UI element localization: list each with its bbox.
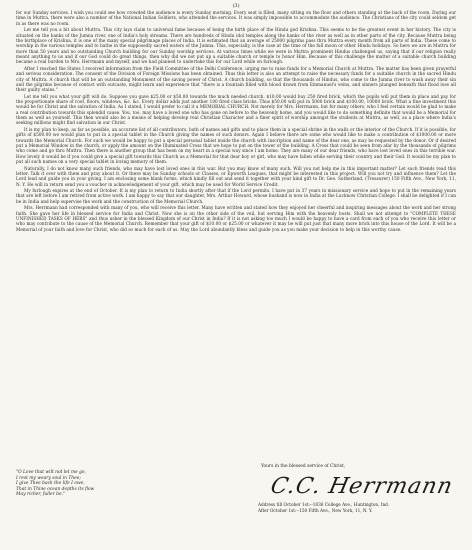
closing-line: Yours in the blessed service of Christ,	[261, 464, 346, 469]
paragraph-3: After I reached the States I received information from the Field Committee of the Delhi Conference, urging me to raise funds for a Memorial Church at Muttra. The matter has been given prayerful and serious consideration. The consent of the Division of Foreign Missions has been obtained. Thus this letter is also an attempt to raise the necessary funds for a suitable church in the sacred Hindu city of Muttra. A church that will be an outstanding Monument of the saving power of Christ. A church building, so that the thousands of Hindus, who come to the Jumna river to wash away their sin and the pilgrims because of contact with outcaste, might learn and experience that "there is a fountain filled with blood drawn from Emmanuel's veins, and sinners plunged beneath that flood lose all their guilty stains."	[16, 65, 456, 93]
paragraph-8: Mrs. Herrmann had corresponded with many of you, who will receive this letter. Many have written and stated how they enjoyed her cheerful and inspiring messages about the work and her strong faith. She gave her life in blessed service for India and Christ. Now she is on the other side of the veil, but serving Him with the heavenly hosts. Shall we not attempt to "COMPLETE THESE UNFINISHED TASKS OF HERS" and thus usher in the blessed Kingdom of our Christ in India? If it is not asking too much I would be happy to have a card from each of you who receive this letter or who may contribute to the cause of the Memorial Church. Remember that your gift of $10.00 or $25.00 or whatever it may be will put just that many more brick into this house of the Lord. It will be a Memorial of your faith and love for Christ, who did so much for each of us. May the Lord abundantly bless and guide you as you make your decision to help in this worthy cause.	[16, 205, 456, 232]
page-number: (3)	[232, 3, 240, 9]
hymn-line: I give Thee back the life I owe,	[16, 481, 85, 487]
address-before-october: Address till October 1st:--1836 College Ave., Huntington, Ind.	[258, 502, 390, 507]
paragraph-2: Let me tell you a bit about Muttra. This city lays claim to universal fame because of being the birth place of the Hindu god Krishna. This seems to be the greatest event in her history. The city is situated on the banks of the Jumna river, one of India's holy streams. There are hundreds of Hindu idol temples along the banks of the river as well as in other parts of the city. Because Muttra being the birthplace of Krishna, it is one of the many special pilgrimage places of India. It is estimated that an average of 25000 pilgrims pass thru Muttra every month from all parts of India. These come to worship in the various temples and to bathe in the supposedly sacred waters of the Jumna. This, especially, is the case at the time of the full moon or other Hindu holidays. So here we are in Muttra for more than 50 years and no outstanding Church building for our Sunday worship services. At various times while we were in Muttra prominent Hindus challenged us, saying that if our religion really meant anything to us and if our God could do great things, then why did we not put up a suitable church or temple to honor Him. Because of this challenge the matter of a suitable church building became a real burden to Mrs. Herrmann and myself, and we had planned to undertake this for our Lord while on furlough.	[16, 27, 456, 65]
paragraph-1: for our Sunday services. I wish you could see how crowded the audience is every Sunday morning. Every seat is filled, many sitting on the floor and others standing at the back of the room. During our time in Muttra, there were also a number of the National Indian Soldiers, who attended the services. It was simply impossible to accommodate the audience. The Christians of the city could seldom get in as there was no room.	[16, 10, 456, 26]
paragraph-7: My furlough expires at the end of October. It is my plan to return to India shortly after that if the Lord permits. I have put in 37 years in missionary service and hope to put in the remaining years that are left before I am retired from active work. I am happy to say that our daughter, Mrs. Arthur Howard, whose husband is now in India at the Lucknow Christian College. I shall be delighted if I can be in India and help supervise the work and the construction of the Memorial Church.	[16, 188, 456, 204]
paragraph-5: It is my plan to keep, as far as possible, an accurate list of all contributors, both of names and gifts and to place them in a special shrine in the walls or the interior of the Church. If it is possible, for gifts of $500.00 we would plan to put in a special tablet in the Church giving the names of such donors. Again I believe there are some who would like to make a contribution of $1000.00 or more towards the Memorial Church. For such we would be happy to put a special personal tablet inside the church with inscription and name of the dear one, as may be requested by the donor. Or if desired put a Memorial Window in the church, or apply the amount on the Illuminated Cross that we hope to put on the tower of the building. A Cross that could be seen from afar by the thousands of pilgrims who come and go thru Muttra. Then there is another group that has been on my heart in a special way since I am home. They are many of our dear friends, who have lost loved ones in this terrible war. How lovely it would be if you could give a special gift towards this Church as a Memorial for that dear boy or girl, who may have fallen while serving their country and their God. It would be my plan to put all such names on a very special tablet in loving memory of them.	[16, 126, 456, 165]
letter-footer	[16, 464, 456, 534]
handwritten-signature: C.C. Herrmann	[268, 474, 456, 499]
hymn-line: May richer, fuller be."	[16, 492, 65, 498]
paragraph-4: Let me tell you what your gift will do. Suppose you gave $25.00 or $50.00 towards the much needed church. $10.00 would buy 250 fired brick, which the pupils will put them in place and pay for the proportionate share of roof, floors, windows, &c. &c. Every dollar adds just another 100 fired class bricks. Thus $50.00 will put in 5000 brick and $100.00, 10000 brick. What a fine investment this would be for Christ and the salvation of India. As I stated, I would prefer to call it a MEMORIAL CHURCH. Not merely for Mrs. Herrmann, but for many others, who I feel certain would be glad to make a real contribution towards this splendid cause. You, too, may have a loved one who has gone on before to the heavenly home, and you would like to do something definite that would be a Memorial for them as well as yourself. This then would also be a means of helping develop real Christian Character and a finer spirit of worship amongst the students at Muttra, as well, as a place where India's seeking millions might find salvation in our Christ.	[16, 93, 456, 126]
hymn-verse	[16, 470, 94, 498]
hymn-line: That in Thine ocean depths its flow	[16, 486, 95, 492]
letter-body	[16, 10, 456, 232]
hymn-line: I rest my weary soul in Thee;	[16, 475, 81, 481]
hymn-line: "O Love that wilt not let me go,	[16, 470, 86, 475]
paragraph-6: Naturally, I do not know many such friends, who may have lost loved ones in this war. But you may know of many such. Will you not help me in this important matter? Let such friends read this letter. Talk it over with them and pray about it. Or there may be Sunday schools or Classes, or Epworth Leagues, that might be interested in this project. Will you not try and influence them? Let the Lord lead and guide you in your giving. I am enclosing some blank forms, which kindly fill out and send it together with your kind gift to Dr. Geo. Sutherland, (Treasurer) 150 Fifth Ave., New York, 11, N. Y. He will in return send you a voucher in acknowledgement of your gift, which may be used for World Service Credit.	[16, 165, 456, 187]
address-after-october: After October 1st:--150 Fifth Ave., New York, 11, N. Y.	[258, 508, 373, 513]
